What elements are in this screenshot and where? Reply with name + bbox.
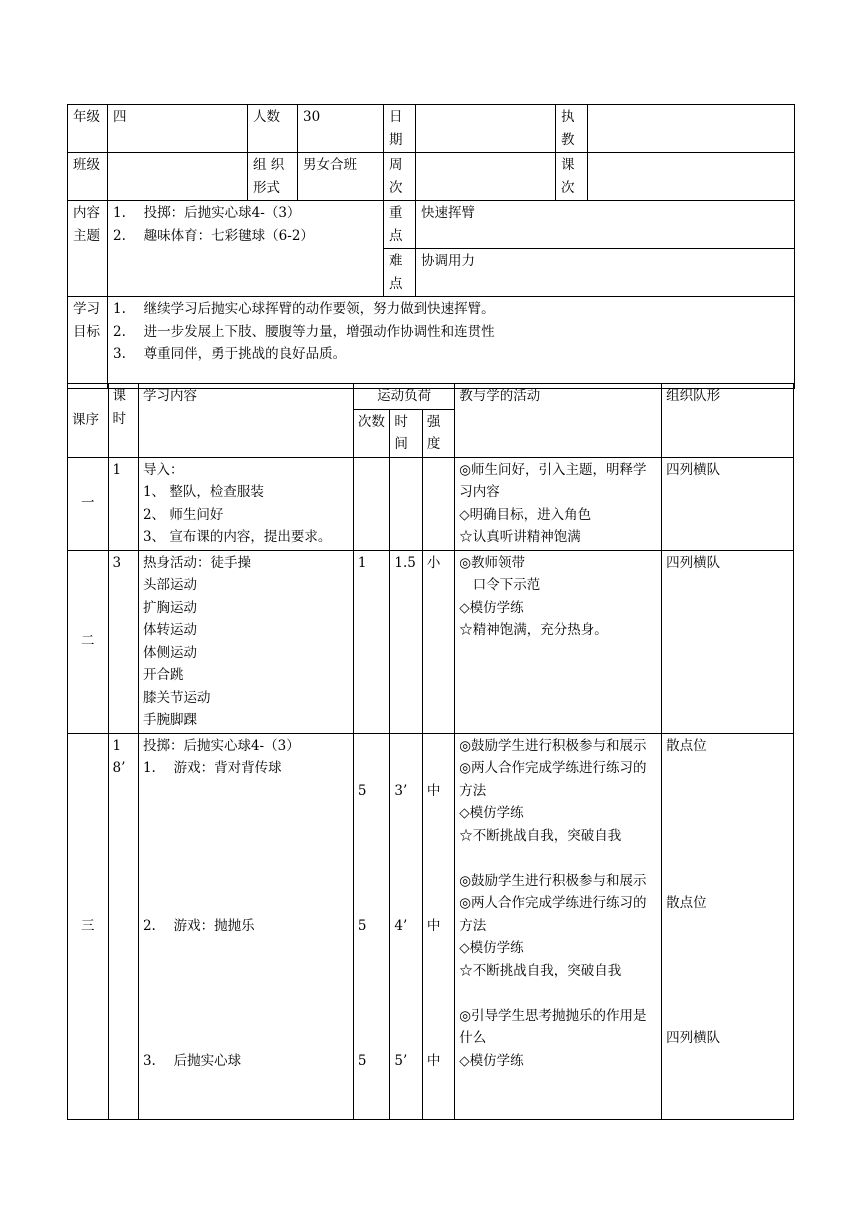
section-row [68, 457, 794, 550]
grade-label: 年级 [68, 105, 108, 153]
content-line: 3、 宣布课的内容，提出要求。 [142, 529, 332, 545]
activity-line: ◎两人合作完成学练进行练习的方法 [459, 760, 647, 799]
times-value: 5 [357, 917, 367, 934]
activity-line: ◇模仿学练 [459, 1052, 524, 1069]
formation-value: 散点位 [666, 737, 707, 754]
activity-line: ◇模仿学练 [459, 599, 524, 616]
col-hours-header: 课时 [108, 384, 138, 458]
activity-line: ◇模仿学练 [459, 805, 524, 821]
teacher-value [588, 105, 795, 153]
section-duration [390, 733, 422, 1119]
duration-value: 3’ [394, 782, 408, 799]
section-intensity [422, 733, 454, 1119]
col-activity-header: 教与学的活动 [455, 384, 662, 458]
date-value [416, 105, 556, 153]
duration-value: 4’ [394, 917, 408, 934]
objective-item: 2. 进一步发展上下肢、腰腹等力量，增强动作协调性和连贯性 [113, 323, 495, 340]
content-line: 体侧运动 [142, 644, 197, 661]
org-label: 组 织 形式 [248, 153, 298, 201]
section-order: 三 [68, 733, 109, 1119]
content-line: 1. 游戏：背对背传球 [142, 760, 282, 776]
section-order: 二 [68, 550, 109, 733]
activity-line: ☆精神饱满，充分热身。 [459, 622, 608, 638]
duration-value: 5’ [394, 1052, 408, 1069]
date-label: 日期 [384, 105, 416, 153]
col-times-header: 次数 [353, 409, 390, 457]
class-value [108, 153, 248, 201]
section-intensity: 小 [422, 550, 454, 733]
col-content-header: 学习内容 [138, 384, 353, 458]
objectives-label: 学习目标 [68, 297, 108, 389]
lesson-value [588, 153, 795, 201]
section-times: 1 [353, 550, 390, 733]
org-value: 男女合班 [298, 153, 384, 201]
class-label: 班级 [68, 153, 108, 201]
section-content [138, 457, 353, 550]
theme-item: 1. 投掷：后抛实心球4-（3） [113, 205, 301, 221]
content-line: 头部运动 [142, 577, 197, 593]
activity-line: ◎两人合作完成学练进行练习的方法 [459, 895, 647, 934]
week-label: 周次 [384, 153, 416, 201]
content-line: 开合跳 [142, 667, 184, 683]
section-duration: 1.5 [390, 550, 422, 733]
key-point-value: 快速挥臂 [416, 201, 795, 249]
week-value [416, 153, 556, 201]
intensity-value: 中 [426, 1052, 441, 1069]
objective-item: 1. 继续学习后抛实心球挥臂的动作要领，努力做到快速挥臂。 [113, 301, 495, 317]
content-line: 扩胸运动 [142, 599, 197, 616]
col-duration-header: 时间 [390, 409, 422, 457]
difficulty-value: 协调用力 [416, 249, 795, 297]
activity-line: ◎师生问好，引入主题，明释学习内容 [459, 461, 647, 500]
section-row [68, 550, 794, 733]
content-line: 膝关节运动 [142, 689, 211, 706]
section-row [68, 733, 794, 1119]
content-line: 手腕脚踝 [142, 712, 197, 728]
section-activity [455, 733, 662, 1119]
objectives-content [108, 297, 795, 389]
difficulty-label: 难点 [384, 249, 416, 297]
theme-content [108, 201, 384, 297]
lesson-header-table [67, 104, 795, 389]
activity-line: ◇明确目标，进入角色 [459, 506, 592, 523]
section-intensity [422, 457, 454, 550]
content-line: 导入： [142, 461, 184, 478]
teacher-label: 执教 [556, 105, 588, 153]
section-times [353, 457, 390, 550]
content-line: 1、 整队，检查服装 [142, 484, 264, 500]
count-value: 30 [298, 105, 384, 153]
section-hours: 3 [108, 550, 138, 733]
section-formation [662, 733, 794, 1119]
section-order: 一 [68, 457, 109, 550]
section-formation: 四列横队 [662, 550, 794, 733]
activity-line: ☆认真听讲精神饱满 [459, 529, 581, 545]
activity-line: ◎鼓励学生进行积极参与和展示 [459, 737, 647, 754]
count-label: 人数 [248, 105, 298, 153]
formation-value: 散点位 [666, 895, 707, 911]
section-activity [455, 550, 662, 733]
content-line: 体转运动 [142, 622, 197, 638]
content-head: 投掷：后抛实心球4-（3） [142, 737, 300, 754]
activity-line: ◎引导学生思考抛抛乐的作用是什么 [459, 1007, 647, 1046]
content-line: 3. 后抛实心球 [142, 1052, 242, 1069]
activity-line: ◇模仿学练 [459, 940, 524, 956]
objective-item: 3. 尊重同伴，勇于挑战的良好品质。 [113, 346, 347, 362]
grade-value: 四 [108, 105, 248, 153]
section-hours: 18’ [108, 733, 138, 1119]
times-value: 5 [357, 1052, 367, 1069]
times-value: 5 [357, 782, 367, 799]
col-order-header: 课序 [68, 384, 109, 458]
content-line: 2、 师生问好 [142, 506, 224, 523]
col-intensity-header: 强度 [422, 409, 454, 457]
theme-item: 2. 趣味体育：七彩毽球（6-2） [113, 227, 314, 244]
lesson-procedure-table [67, 383, 794, 1120]
activity-line: 口令下示范 [459, 577, 541, 593]
section-content [138, 733, 353, 1119]
col-formation-header: 组织队形 [662, 384, 794, 458]
formation-value: 四列横队 [666, 1030, 721, 1046]
activity-line: ◎教师领带 [459, 554, 526, 571]
section-times [353, 733, 390, 1119]
section-duration [390, 457, 422, 550]
intensity-value: 中 [426, 782, 441, 799]
content-line: 热身活动：徒手操 [142, 554, 251, 571]
activity-line: ☆不断挑战自我，突破自我 [459, 962, 622, 979]
section-content [138, 550, 353, 733]
section-hours: 1 [108, 457, 138, 550]
col-load-header: 运动负荷 [353, 384, 454, 410]
intensity-value: 中 [426, 917, 441, 934]
section-activity [455, 457, 662, 550]
theme-label: 内容主题 [68, 201, 108, 297]
section-formation: 四列横队 [662, 457, 794, 550]
activity-line: ☆不断挑战自我，突破自我 [459, 827, 622, 844]
activity-line: ◎鼓励学生进行积极参与和展示 [459, 872, 647, 889]
content-line: 2. 游戏：抛抛乐 [142, 917, 255, 934]
key-point-label: 重点 [384, 201, 416, 249]
lesson-label: 课次 [556, 153, 588, 201]
